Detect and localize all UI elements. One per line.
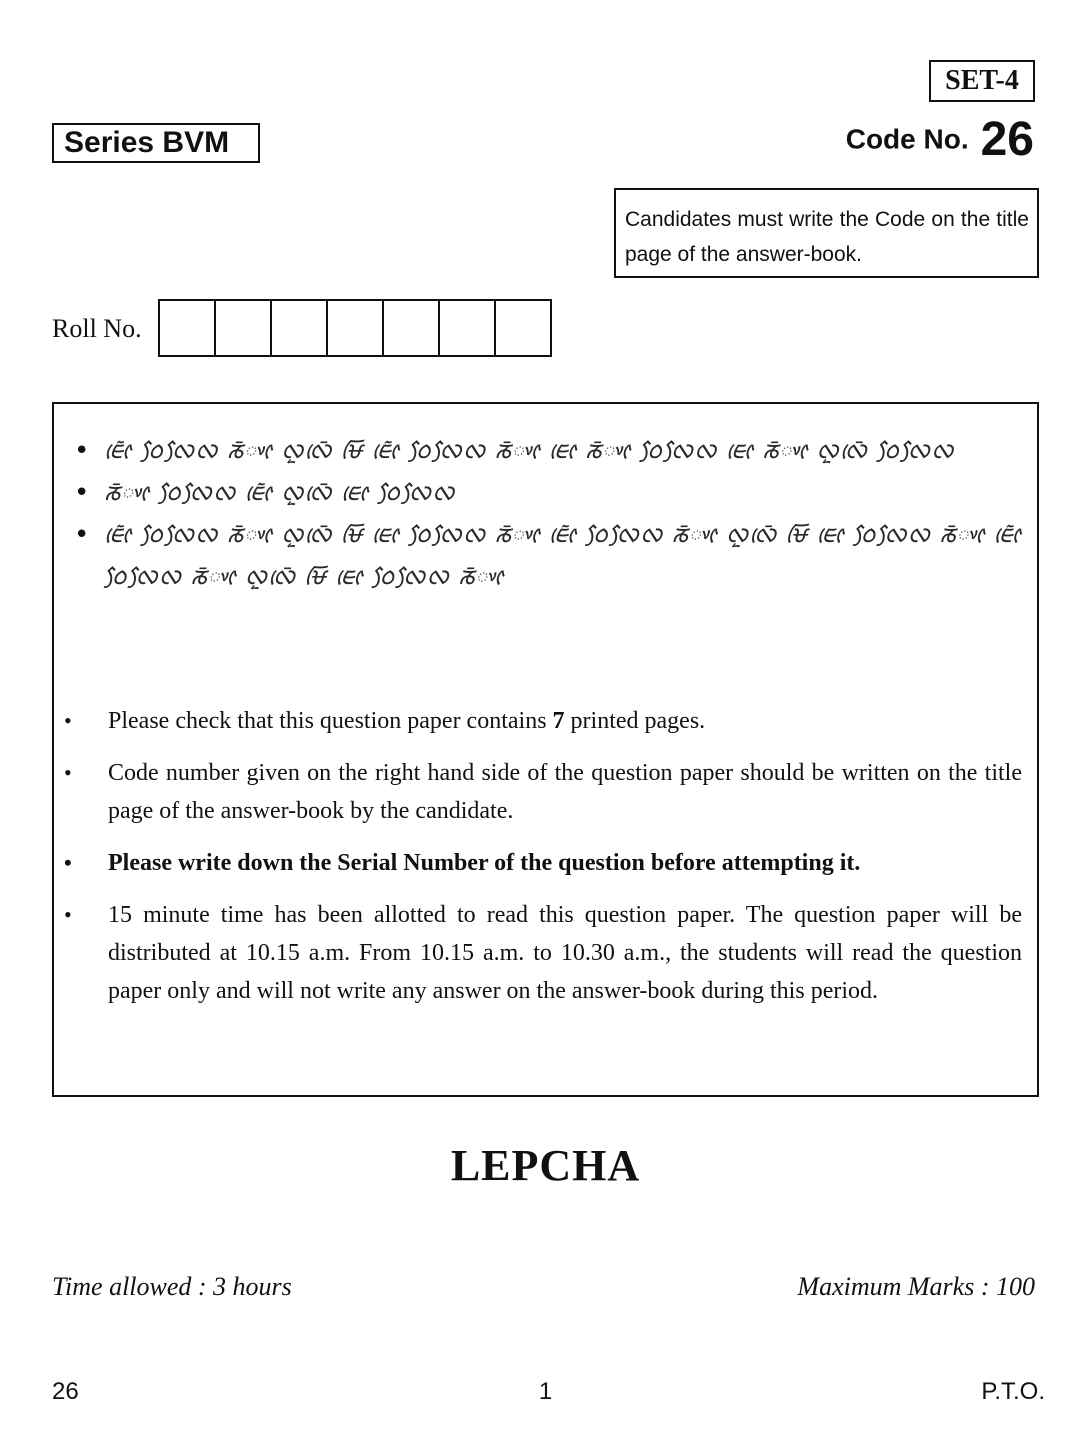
set-label: SET-4 bbox=[929, 60, 1035, 102]
lepcha-instruction-item bbox=[70, 430, 1028, 472]
roll-no-cell[interactable] bbox=[160, 301, 216, 355]
roll-no-cell[interactable] bbox=[496, 301, 550, 355]
instruction-text: 15 minute time has been allotted to read this question paper. The question paper will be distributed at 10.15 a.m. From 10.15 a.m. to 10.30 a.m., the students will read the question paper only and will not write any answer on the answer-book during this period. bbox=[108, 902, 1022, 1004]
roll-no-grid[interactable] bbox=[158, 299, 552, 357]
bullet-icon: • bbox=[64, 760, 72, 785]
roll-no-label: Roll No. bbox=[52, 314, 142, 343]
roll-no-cell[interactable] bbox=[272, 301, 328, 355]
instructions-box bbox=[52, 402, 1039, 1097]
code-notice-box: Candidates must write the Code on the title page of the answer-book. bbox=[614, 188, 1039, 278]
maximum-marks: Maximum Marks : 100 bbox=[797, 1272, 1035, 1301]
instruction-serial-number bbox=[54, 844, 1022, 882]
instruction-page-count bbox=[54, 702, 1022, 740]
time-allowed: Time allowed : 3 hours bbox=[52, 1272, 292, 1301]
page-count: 7 bbox=[552, 708, 565, 734]
instruction-text-suffix: printed pages. bbox=[564, 708, 706, 734]
roll-no-cell[interactable] bbox=[216, 301, 272, 355]
series-label: Series BVM bbox=[52, 123, 260, 163]
english-instructions bbox=[54, 702, 1022, 1024]
instruction-code-number bbox=[54, 754, 1022, 830]
bullet-icon: • bbox=[74, 478, 91, 508]
instruction-reading-time bbox=[54, 896, 1022, 1010]
footer-code: 26 bbox=[52, 1378, 79, 1405]
roll-no-cell[interactable] bbox=[384, 301, 440, 355]
bullet-icon: • bbox=[64, 902, 72, 927]
page-number: 1 bbox=[538, 1378, 553, 1405]
lepcha-instructions bbox=[70, 430, 1028, 598]
roll-no-cell[interactable] bbox=[440, 301, 496, 355]
bullet-icon: • bbox=[74, 520, 91, 550]
bullet-icon: • bbox=[64, 850, 72, 875]
instruction-text: Please write down the Serial Number of the question before attempting it. bbox=[108, 850, 861, 876]
lepcha-instruction-item bbox=[70, 472, 1028, 514]
roll-no-cell[interactable] bbox=[328, 301, 384, 355]
instruction-text: Code number given on the right hand side of the question paper should be written on the title page of the answer-book by the candidate. bbox=[108, 760, 1022, 824]
lepcha-text: ᰀᰨᰦᰶ ᰓᰧᰜᰧᰜ ᰕᰳᰤᰦ ᰜᰬᰜᰨᰳ ᰝᰩ ᰀᰨᰦ ᰓᰧᰜᰧᰜ ᰕᰳᰤᰦ ᰀᰨᰦᰶ ᰓᰧᰜᰧᰜ ᰕᰳᰤᰦ ᰜᰬᰜᰨᰳ ᰝᰩ ᰀᰨᰦ ᰓᰧᰜᰧᰜ ᰕᰳᰤᰦ ᰀᰨᰦᰶ ᰓᰧᰜᰧᰜ ᰕᰳᰤᰦ ᰜᰬᰜᰨᰳ ᰝᰩ ᰀᰨᰦ ᰓᰧᰜᰧᰜ ᰕᰳᰤᰦ bbox=[104, 522, 1022, 590]
bullet-icon: • bbox=[74, 436, 91, 466]
pto-label: P.T.O. bbox=[981, 1378, 1045, 1405]
lepcha-text: ᰕᰳᰤᰦ ᰓᰧᰜᰧᰜ ᰀᰨᰦᰶ ᰜᰬᰜᰨᰳ ᰀᰨᰦ ᰓᰧᰜᰧᰜ bbox=[104, 480, 456, 506]
subject-title: LEPCHA bbox=[450, 1141, 641, 1190]
code-label: Code No. bbox=[845, 123, 969, 155]
lepcha-instruction-item bbox=[70, 514, 1028, 598]
lepcha-text: ᰀᰨᰦᰶ ᰓᰧᰜᰧᰜ ᰕᰳᰤᰦ ᰜᰬᰜᰨᰳ ᰝᰩ ᰀᰨᰦᰶ ᰓᰧᰜᰧᰜ ᰕᰳᰤᰦ ᰀᰨᰦ ᰕᰳᰤᰦ ᰓᰧᰜᰧᰜ ᰀᰨᰦ ᰕᰳᰤᰦ ᰜᰬᰜᰨᰳ ᰓᰧᰜᰧᰜ bbox=[104, 438, 955, 464]
code-number: 26 bbox=[980, 113, 1034, 166]
instruction-text-prefix: Please check that this question paper contains bbox=[108, 708, 553, 734]
code-number-block bbox=[846, 112, 1034, 167]
bullet-icon: • bbox=[64, 708, 72, 733]
